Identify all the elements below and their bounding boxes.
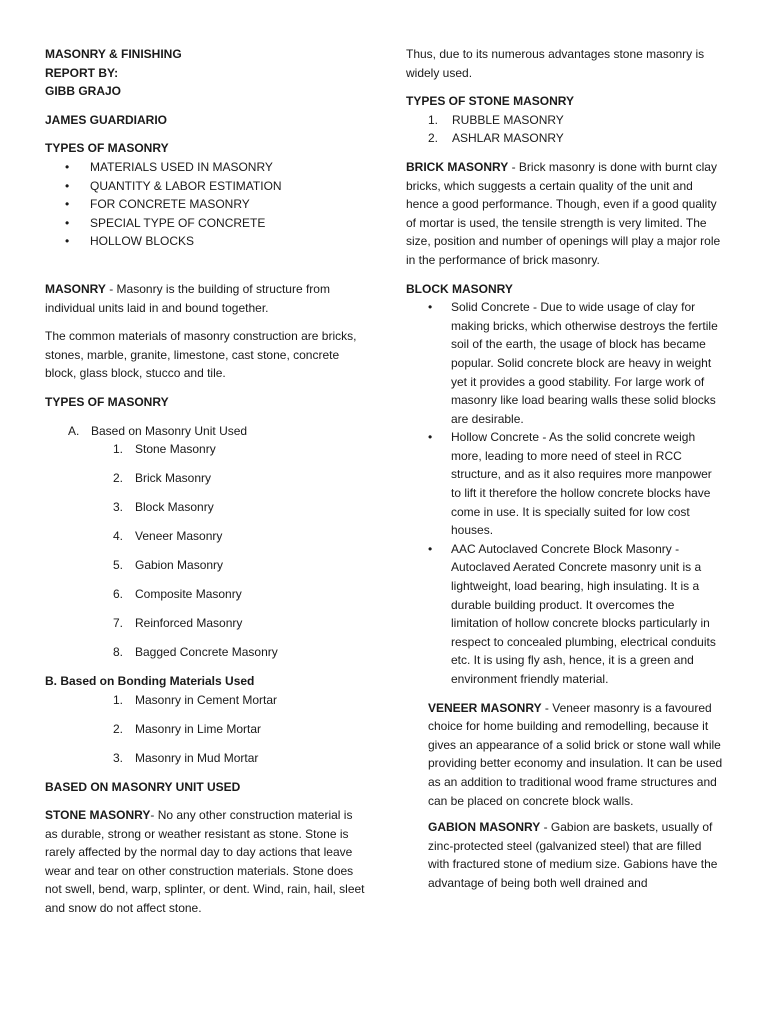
unit-types-list <box>45 440 367 661</box>
section-heading: TYPES OF MASONRY <box>45 141 169 156</box>
list-item: 2. Masonry in Lime Mortar <box>113 721 262 736</box>
report-by-label: REPORT BY: <box>45 65 119 80</box>
list-item: 1. Stone Masonry <box>113 442 216 457</box>
subsection-heading: A. Based on Masonry Unit Used <box>68 423 248 438</box>
list-item: • Solid Concrete - Due to wide usage of clay for making bricks, which otherwise destroys the fertile soil of the earth, the usage of block has became popular. Solid concrete block are heavy in weight yet it provides a good stability. For large work of masonry like load bearing walls these solid blocks are desirable. <box>406 298 724 428</box>
paragraph: VENEER MASONRY - Veneer masonry is a favoured choice for home building and remodelling, because it gives an appearance of a solid brick or stone wall while providing better economy and insulation. It can be used as an addition to traditional wood frame structures and can be placed on concrete block walls. <box>428 700 723 808</box>
list-item: • AAC Autoclaved Concrete Block Masonry - Autoclaved Aerated Concrete masonry unit is a lightweight, load bearing, high insulating. It is a durable building product. It overcomes the limitation of hollow concrete blocks particularly in respect to concealed plumbing, electrical conduits etc. It is using fly ash, hence, it is a green and environment friendly material. <box>406 540 724 689</box>
list-item: • SPECIAL TYPE OF CONCRETE <box>45 214 367 233</box>
list-item: 5. Gabion Masonry <box>113 558 224 573</box>
document-title: MASONRY & FINISHING <box>45 47 182 61</box>
term: BRICK MASONRY <box>406 159 509 174</box>
list-item: • HOLLOW BLOCKS <box>45 232 367 251</box>
paragraph: BRICK MASONRY - Brick masonry is done with burnt clay bricks, which suggests a certain quality of the unit and hence a good performance. Though, even if a good quality of mortar is used, the tensile strength is very limited. The size, position and number of openings will play a major role in the performance of brick masonry. <box>406 159 721 267</box>
subsection-heading: B. Based on Bonding Materials Used <box>45 673 255 688</box>
block-types-list <box>406 298 724 688</box>
list-item: 2. ASHLAR MASONRY <box>428 131 564 146</box>
list-item: • Hollow Concrete - As the solid concrete weigh more, leading to more need of steel in RCC structure, and as it also requires more manpower to lift it therefore the hollow concrete blocks have come in use. It is specially suited for low cost houses. <box>406 428 724 540</box>
list-item: • QUANTITY & LABOR ESTIMATION <box>45 177 367 196</box>
author-name: JAMES GUARDIARIO <box>45 112 168 127</box>
left-column <box>45 45 367 918</box>
right-column <box>406 45 724 893</box>
bonding-types-list <box>45 691 367 768</box>
paragraph: MASONRY - Masonry is the building of structure from individual units laid in and bound together. <box>45 281 330 315</box>
list-item: 6. Composite Masonry <box>113 587 242 602</box>
paragraph: Thus, due to its numerous advantages stone masonry is widely used. <box>406 47 705 80</box>
list-item: • FOR CONCRETE MASONRY <box>45 195 367 214</box>
section-heading: BLOCK MASONRY <box>406 281 513 296</box>
list-item: 1. RUBBLE MASONRY <box>428 112 564 127</box>
term: MASONRY <box>45 281 106 296</box>
section-heading: BASED ON MASONRY UNIT USED <box>45 779 241 794</box>
paragraph: GABION MASONRY - Gabion are baskets, usually of zinc-protected steel (galvanized steel) that are filled with fractured stone of medium size. Gabions have the advantage of being both well drained and <box>428 820 718 890</box>
list-item: 3. Masonry in Mud Mortar <box>113 750 259 765</box>
section-heading: TYPES OF MASONRY <box>45 394 169 409</box>
term: STONE MASONRY <box>45 808 151 823</box>
list-item: • MATERIALS USED IN MASONRY <box>45 158 367 177</box>
stone-types-list <box>406 111 724 148</box>
list-item: 8. Bagged Concrete Masonry <box>113 644 278 659</box>
list-item: 1. Masonry in Cement Mortar <box>113 692 278 707</box>
paragraph: The common materials of masonry construction are bricks, stones, marble, granite, limestone, cast stone, concrete block, glass block, stucco and tile. <box>45 329 357 381</box>
list-item: 4. Veneer Masonry <box>113 529 223 544</box>
list-item: 3. Block Masonry <box>113 500 214 515</box>
term: GABION MASONRY <box>428 820 541 835</box>
list-item: 2. Brick Masonry <box>113 471 212 486</box>
section-heading: TYPES OF STONE MASONRY <box>406 94 575 109</box>
list-item: 7. Reinforced Masonry <box>113 616 243 630</box>
paragraph: STONE MASONRY- No any other construction material is as durable, strong or weather resistant as stone. Stone is rarely affected by the normal day to day actions that leave wear and tear on other construction materials. Stone does not swell, bend, warp, splinter, or dent. Wind, rain, hail, sleet and snow do not affect stone. <box>45 808 365 916</box>
term: VENEER MASONRY <box>428 700 542 715</box>
topics-list <box>45 158 367 251</box>
author-name: GIBB GRAJO <box>45 84 122 99</box>
